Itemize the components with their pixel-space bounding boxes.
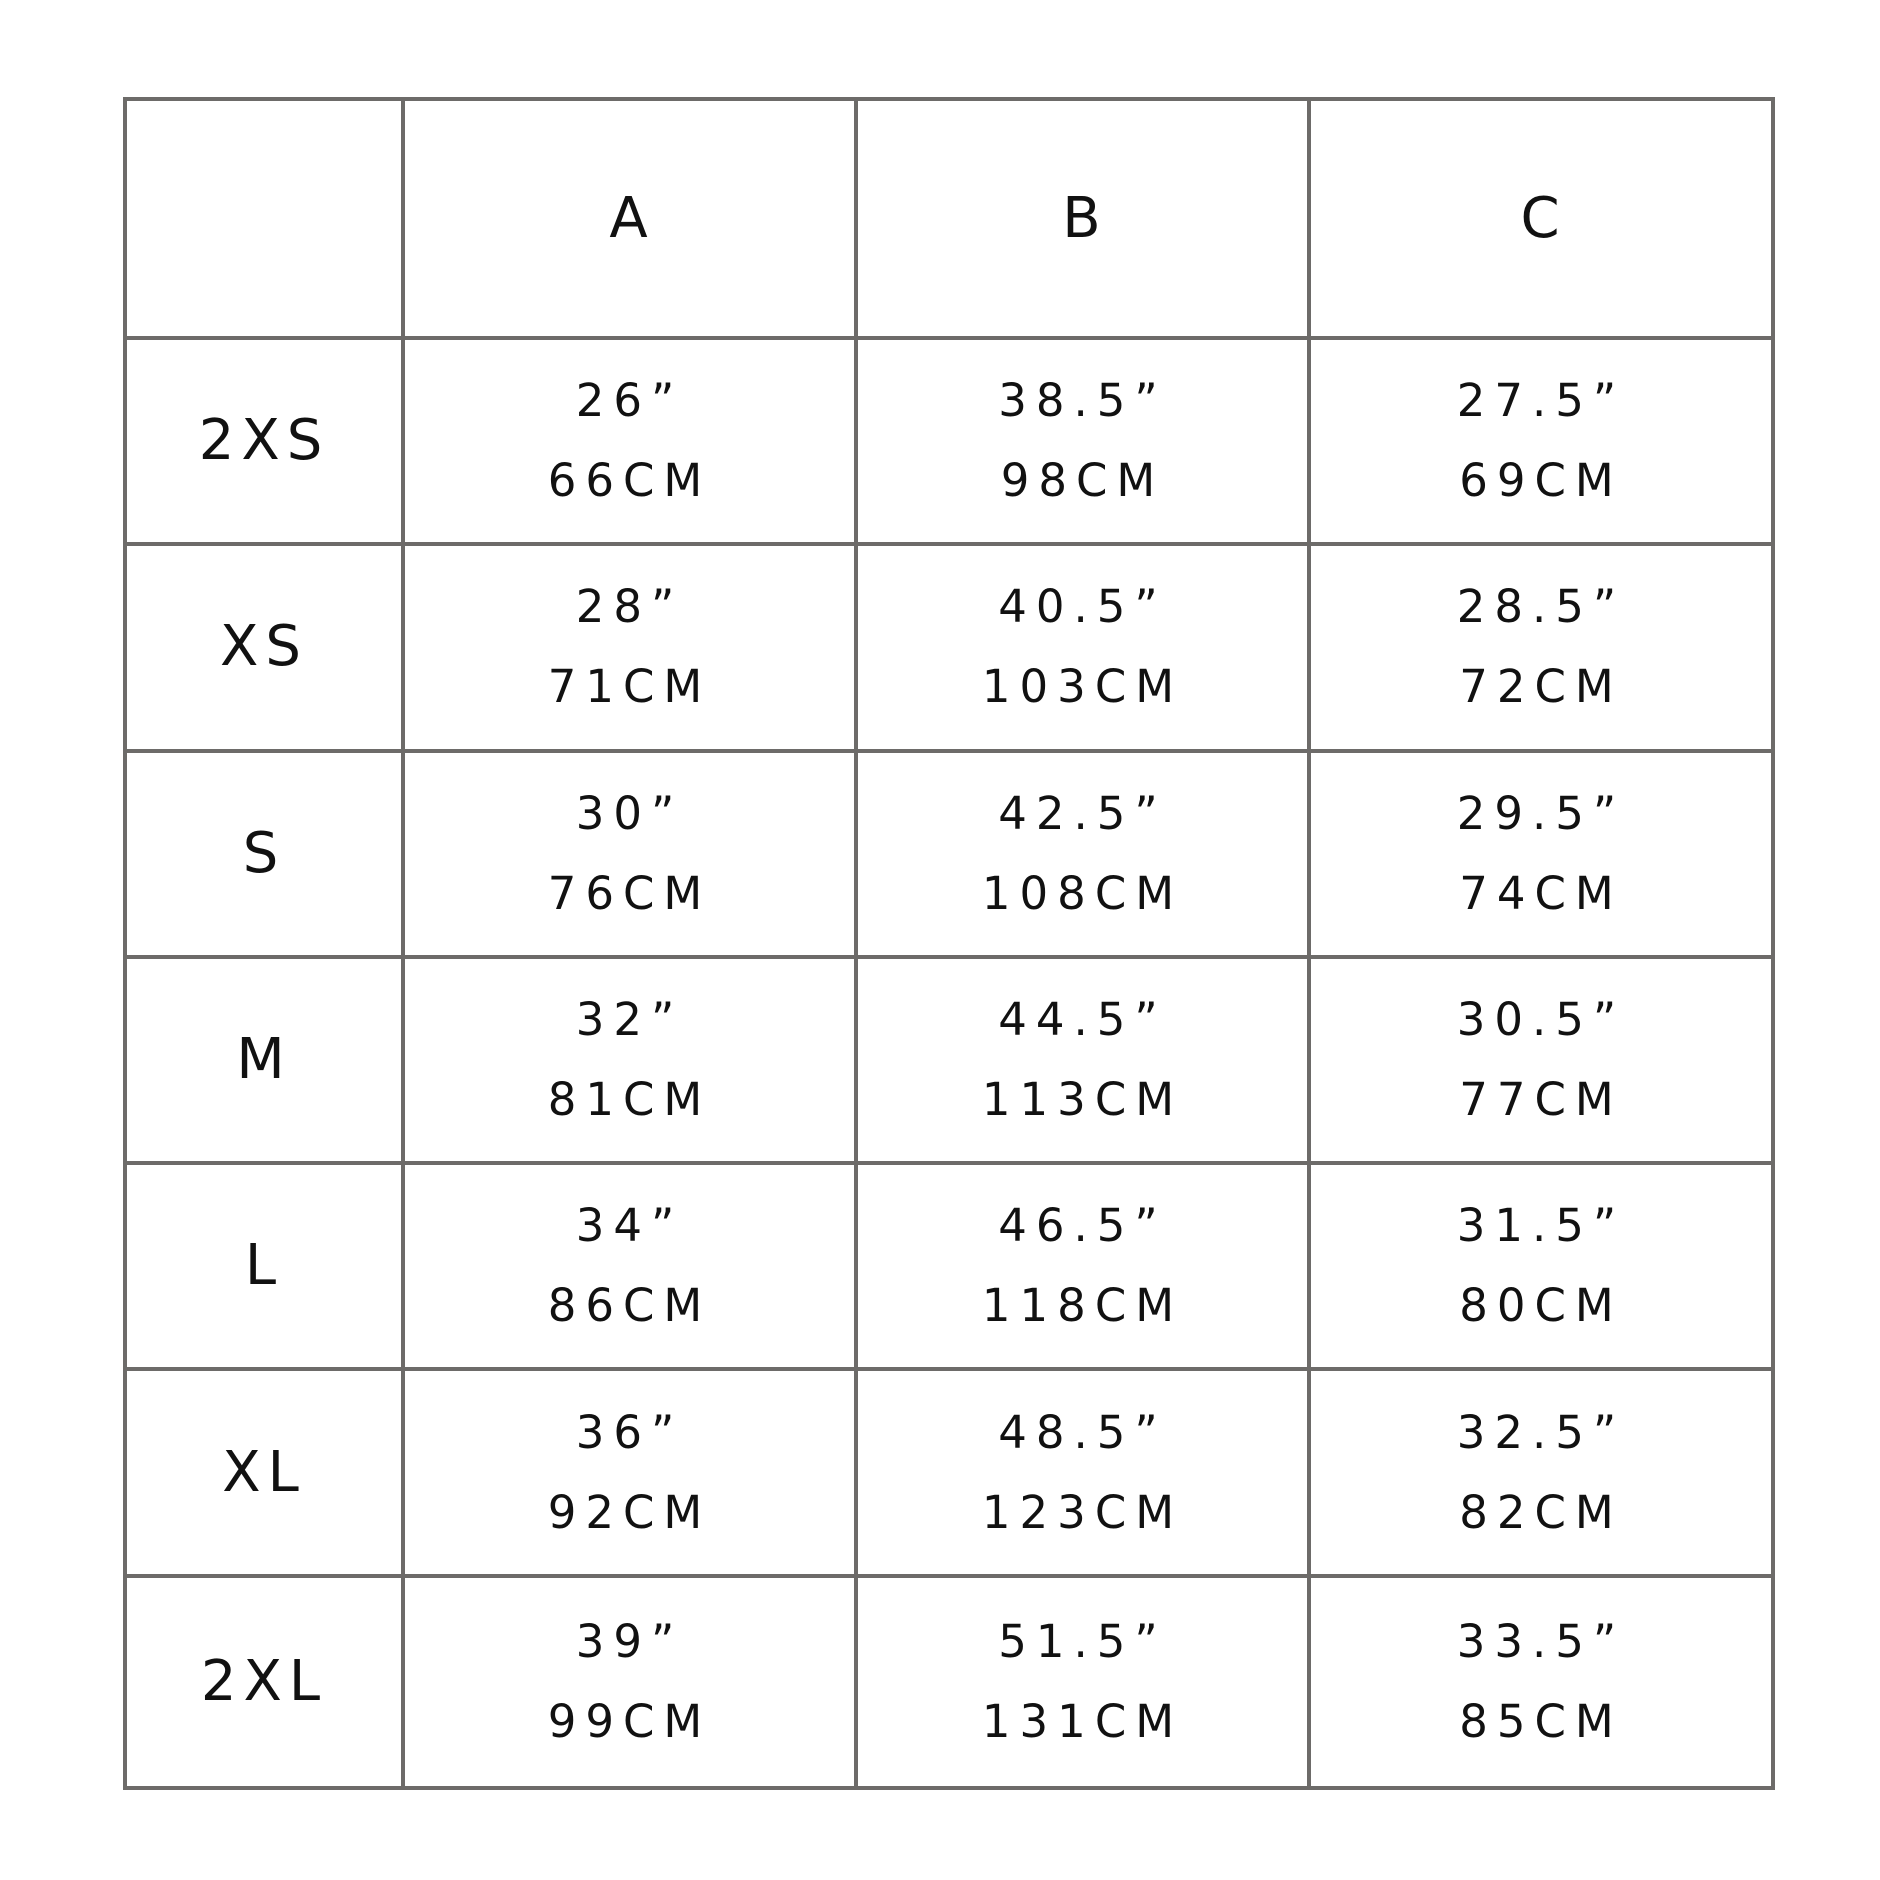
measure-cell [1309,957,1773,1163]
measure-cell [403,1576,856,1788]
measure-cell [403,1369,856,1575]
inches-value: 28” [575,580,684,634]
cm-value: 76CM [547,866,712,920]
size-label: M [125,957,403,1163]
inches-value: 32” [575,992,684,1046]
inches-value: 34” [575,1199,684,1253]
measure-cell [1309,544,1773,750]
measure-cell [1309,1576,1773,1788]
cm-value: 118CM [981,1279,1184,1333]
inches-value: 48.5” [998,1405,1167,1459]
column-header-a: A [403,99,856,338]
cm-value: 113CM [981,1072,1184,1126]
size-chart-table [123,97,1775,1790]
cm-value: 77CM [1459,1072,1623,1126]
inches-value: 44.5” [998,992,1167,1046]
measure-cell [1309,1163,1773,1369]
cm-value: 82CM [1459,1485,1623,1539]
cm-value: 103CM [981,660,1184,714]
inches-value: 39” [575,1614,684,1668]
cm-value: 92CM [547,1485,712,1539]
size-label: 2XS [125,338,403,544]
cm-value: 81CM [547,1072,712,1126]
cm-value: 85CM [1459,1694,1623,1748]
size-label: L [125,1163,403,1369]
header-row [125,99,1773,338]
table-row [125,544,1773,750]
table-row [125,751,1773,957]
measure-cell [403,957,856,1163]
cm-value: 71CM [547,660,712,714]
inches-value: 42.5” [998,786,1167,840]
cm-value: 80CM [1459,1279,1623,1333]
cm-value: 99CM [547,1694,712,1748]
measure-cell [1309,338,1773,544]
table-row [125,1576,1773,1788]
cm-value: 66CM [547,454,712,508]
inches-value: 38.5” [998,374,1167,428]
size-label: XS [125,544,403,750]
table-row [125,1163,1773,1369]
measure-cell [1309,751,1773,957]
measure-cell [856,544,1309,750]
measure-cell [856,1163,1309,1369]
cm-value: 86CM [547,1279,712,1333]
measure-cell [403,544,856,750]
measure-cell [403,751,856,957]
inches-value: 51.5” [998,1614,1167,1668]
inches-value: 33.5” [1456,1614,1626,1668]
table-row [125,957,1773,1163]
cm-value: 131CM [981,1694,1184,1748]
inches-value: 30.5” [1456,992,1626,1046]
measure-cell [856,1576,1309,1788]
inches-value: 29.5” [1456,786,1626,840]
inches-value: 28.5” [1456,580,1626,634]
measure-cell [856,751,1309,957]
measure-cell [856,338,1309,544]
measure-cell [403,1163,856,1369]
cm-value: 98CM [1000,454,1165,508]
inches-value: 36” [575,1405,684,1459]
cm-value: 74CM [1459,866,1623,920]
inches-value: 40.5” [998,580,1167,634]
inches-value: 31.5” [1456,1199,1626,1253]
measure-cell [856,1369,1309,1575]
table-row [125,1369,1773,1575]
measure-cell [403,338,856,544]
table-row [125,338,1773,544]
column-header-b: B [856,99,1309,338]
header-corner-cell [125,99,403,338]
cm-value: 69CM [1459,454,1623,508]
measure-cell [1309,1369,1773,1575]
inches-value: 30” [575,786,684,840]
inches-value: 26” [575,374,684,428]
size-label: XL [125,1369,403,1575]
inches-value: 32.5” [1456,1405,1626,1459]
size-label: 2XL [125,1576,403,1788]
inches-value: 46.5” [998,1199,1167,1253]
inches-value: 27.5” [1456,374,1626,428]
cm-value: 123CM [981,1485,1184,1539]
column-header-c: C [1309,99,1773,338]
size-label: S [125,751,403,957]
cm-value: 72CM [1459,660,1623,714]
measure-cell [856,957,1309,1163]
cm-value: 108CM [981,866,1184,920]
